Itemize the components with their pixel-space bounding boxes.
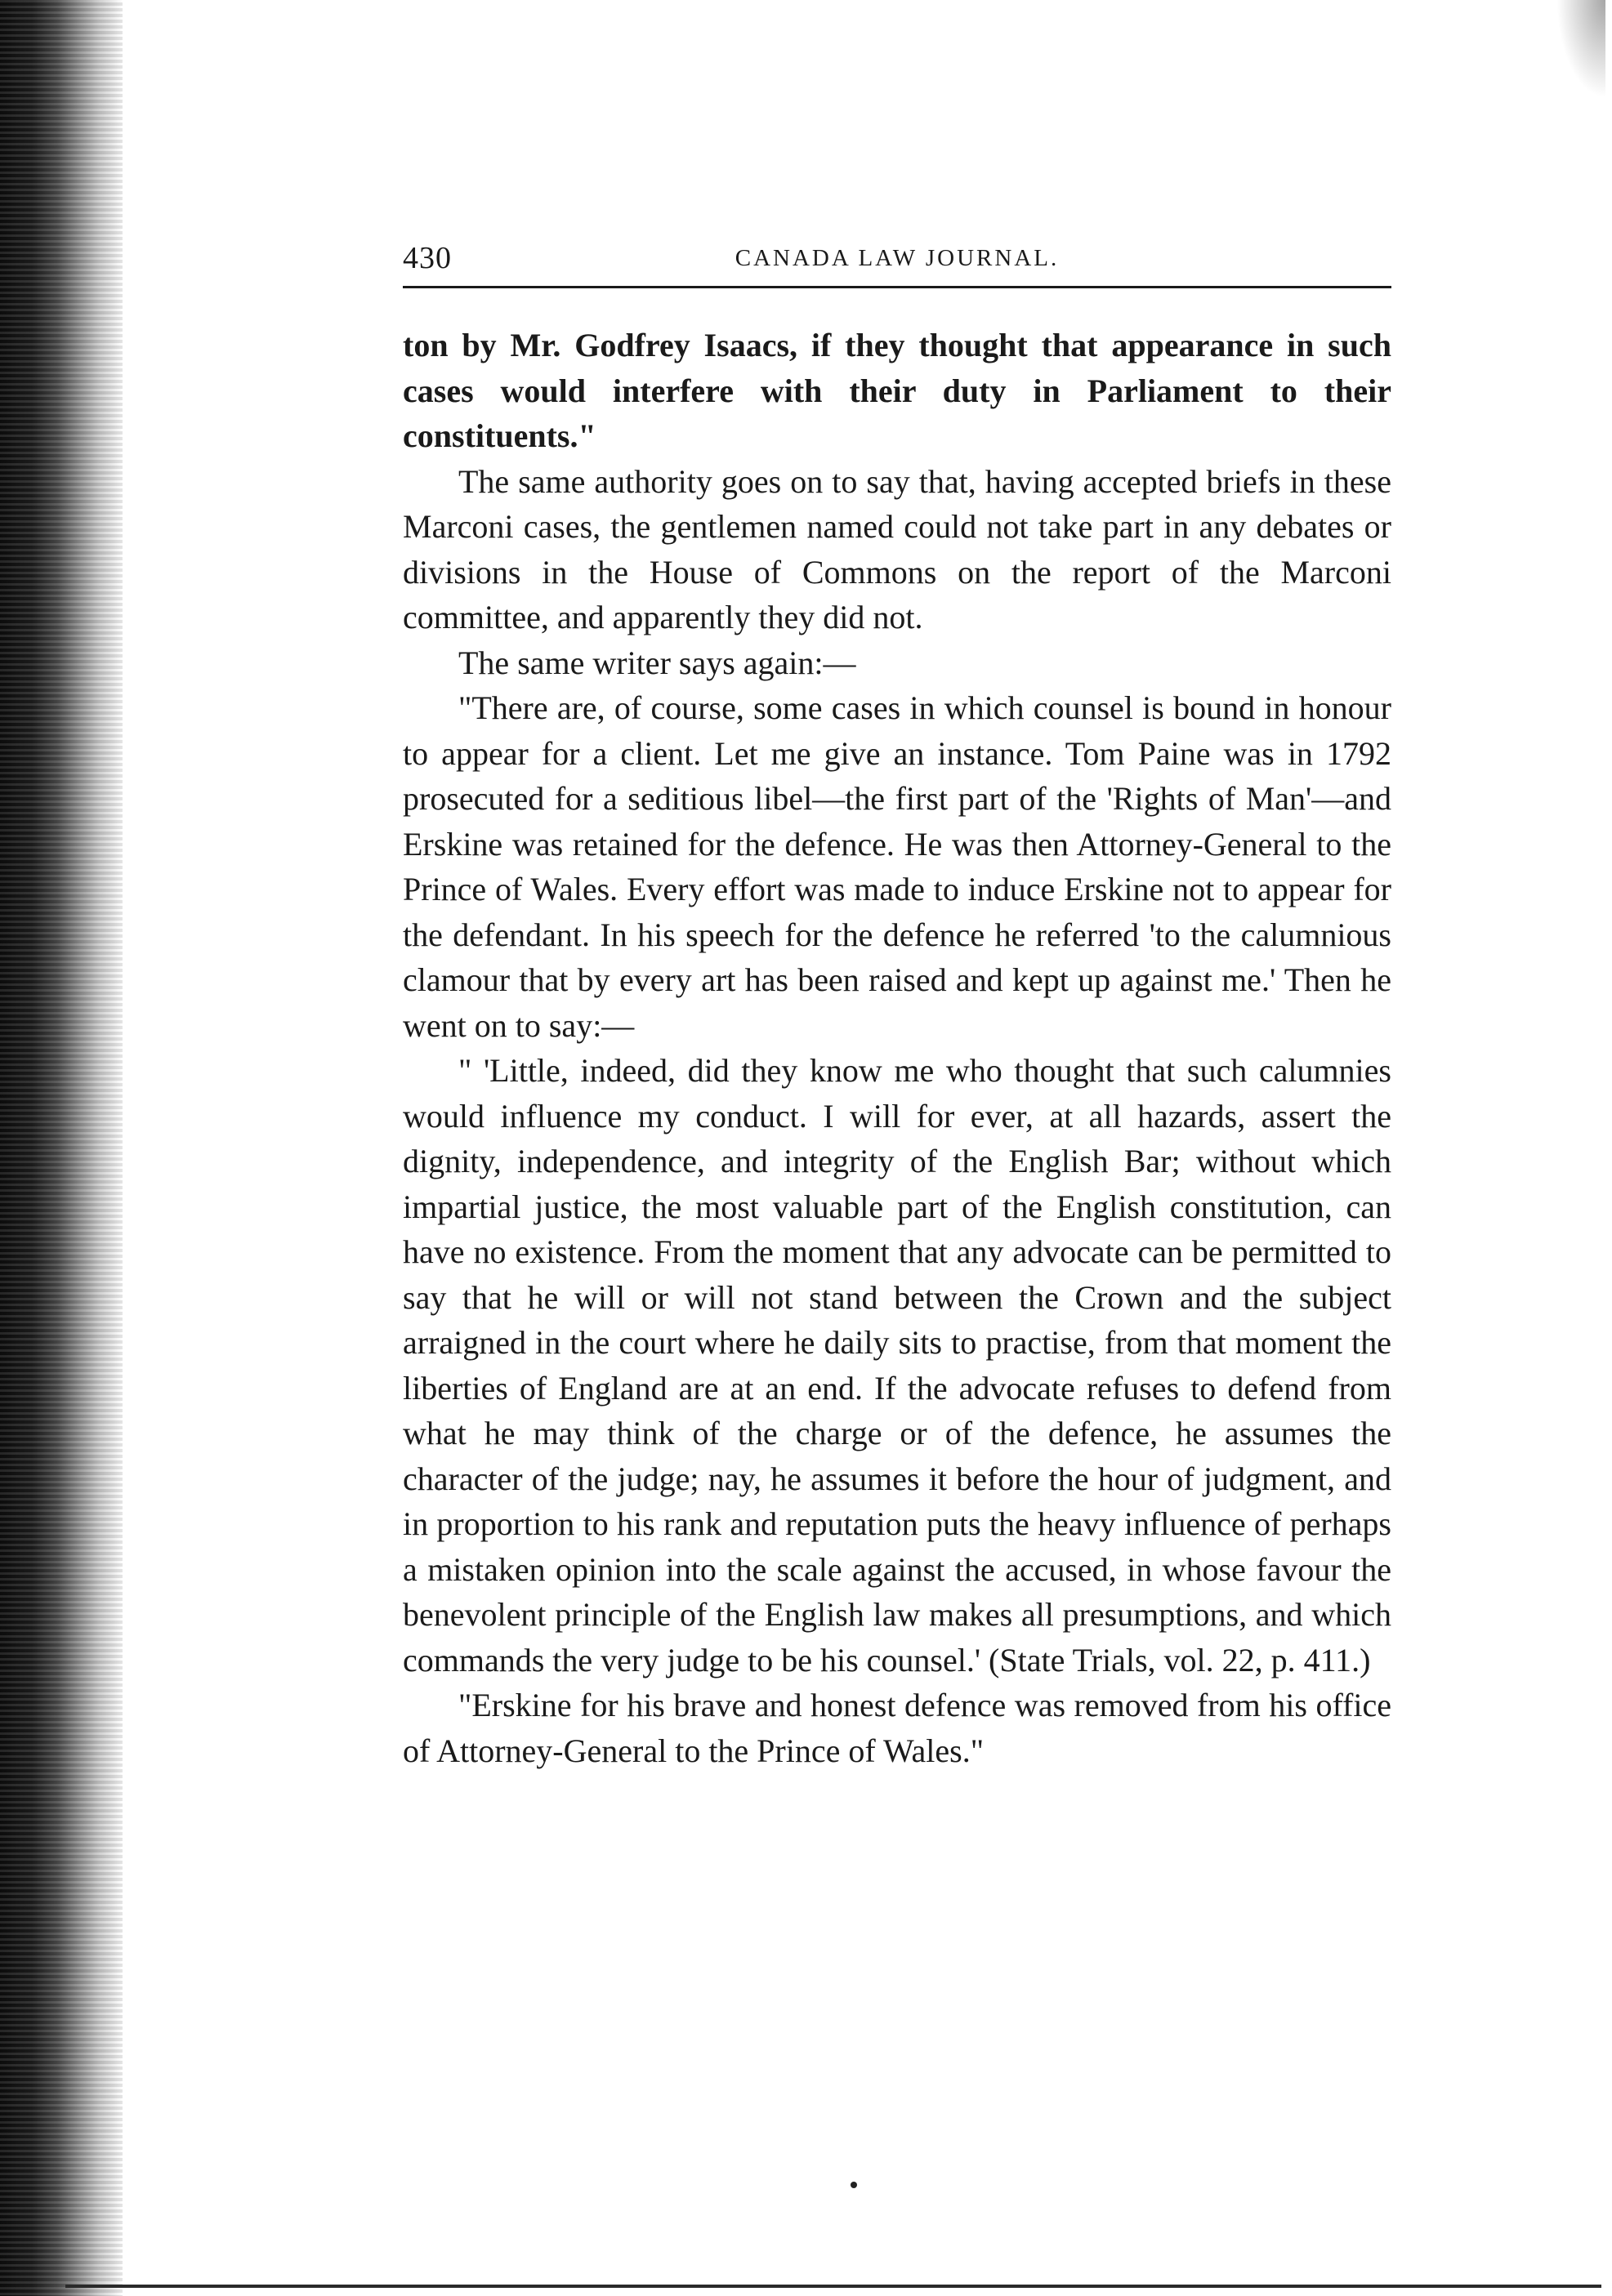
scan-dot — [851, 2182, 857, 2188]
paragraph-erskine-speech: " 'Little, indeed, did they know me who thought that such calumnies would influence my conduct. I will for ever, at all hazards, assert the dignity, independence, and integrity of the English Bar; without which impartial justice, the most valuable part of the English constitution, can have no existence. From the moment that any advocate can be permitted to say that he will or will not stand between the Crown and the subject arraigned in the court where he daily sits to practise, from that moment the liberties of England are at an end. If the advocate refuses to defend from what he may think of the charge or of the defence, he assumes the character of the judge; nay, he assumes it before the hour of judgment, and in proportion to his rank and reputation puts the heavy influence of perhaps a mistaken opinion into the scale against the accused, in whose favour the benevolent principle of the English law makes all presumptions, and which commands the very judge to be his counsel.' (State Trials, vol. 22, p. 411.) — [403, 1052, 1391, 1679]
page-number: 430 — [403, 241, 452, 275]
running-head — [403, 234, 1391, 288]
body-text — [403, 323, 1391, 1773]
scan-binding-edge — [0, 0, 123, 2296]
paragraph-paine-quote: "There are, of course, some cases in which counsel is bound in honour to appear for a client. Let me give an instance. Tom Paine was in 1792 prosecuted for a seditious libel—the first part of the 'Rights of Man'—and Erskine was retained for the defence. He was then Attorney-General to the Prince of Wales. Every effort was made to induce Erskine not to appear for the defendant. In his speech for the defence he referred 'to the calumnious clamour that by every art has been raised and kept up against me.' Then he went on to say:— — [403, 689, 1391, 1044]
paragraph-marconi-briefs: The same authority goes on to say that, having accepted briefs in these Marconi cases, the gentlemen named could not take part in any debates or divisions in the House of Commons on the report of the Marconi committee, and apparently they did not. — [403, 462, 1391, 635]
scan-bottom-edge — [65, 2285, 1601, 2288]
paragraph-erskine-removed: "Erskine for his brave and honest defence was removed from his office of Attorney-General to the Prince of Wales." — [403, 1687, 1391, 1769]
paragraph-writer-says: The same writer says again:— — [458, 644, 856, 681]
scan-corner-speck — [1556, 0, 1605, 98]
paragraph-continuation: ton by Mr. Godfrey Isaacs, if they thought that appearance in such cases would interfere with their duty in Parliament to their constituents." — [403, 327, 1391, 454]
journal-title: CANADA LAW JOURNAL. — [735, 245, 1060, 271]
